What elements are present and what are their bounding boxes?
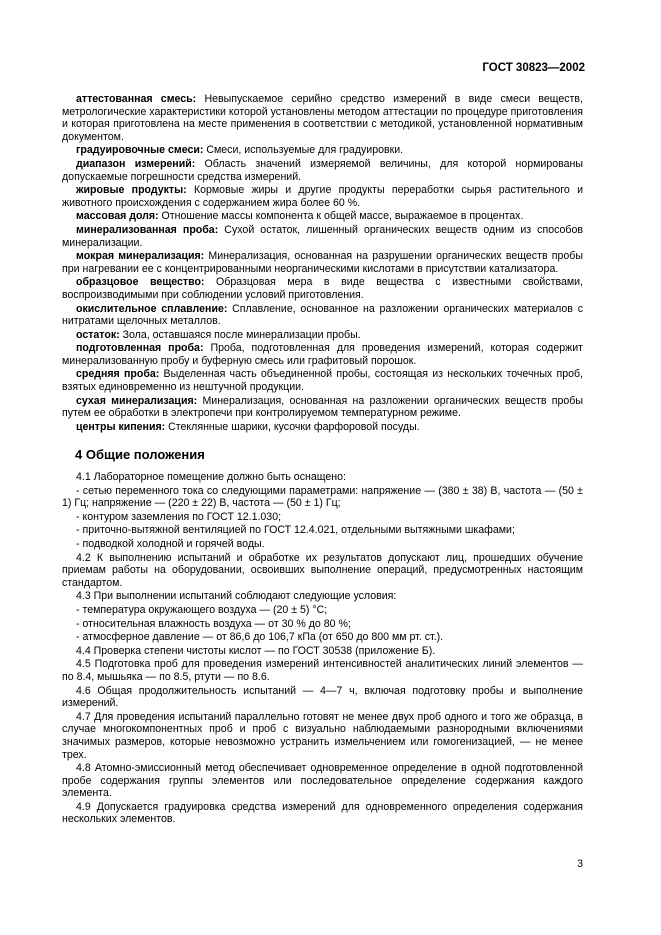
definition-entry [62,395,583,420]
definition-term: сухая минерализация: [76,394,198,407]
definition-term: жировые продукты: [76,184,187,197]
section-paragraph: - контуром заземления по ГОСТ 12.1.030; [76,510,282,523]
definition-term: мокрая минерализация: [76,250,205,263]
definition-entry [62,250,583,275]
section-paragraphs [62,471,583,826]
section-paragraph: 4.4 Проверка степени чистоты кислот — по ГОСТ 30538 (приложение Б). [76,644,436,657]
definition-entry [62,158,583,183]
definition-text: Отношение массы компонента к общей массе, выражаемое в процентах. [158,210,524,223]
section-paragraph: 4.6 Общая продолжительность испытаний — 4—7 ч, включая подготовку пробы и выполнение измерений. [62,684,583,710]
section-paragraph: - атмосферное давление — от 86,6 до 106,7 кПа (от 650 до 800 мм рт. ст.). [76,631,444,644]
section-paragraph: 4.8 Атомно-эмиссионный метод обеспечивает одновременное определение в одной подготовленной пробе содержания группы элементов или последовательное определение содержания каждого элемента. [62,762,583,800]
definition-term: средняя проба: [76,368,160,381]
definition-text: Выделенная часть объединенной пробы, состоящая из нескольких точечных проб, взятых единовременно из нештучной продукции. [62,368,583,394]
section-paragraph: - приточно-вытяжной вентиляцией по ГОСТ 12.4.021, отдельными вытяжными шкафами; [76,524,515,537]
section-paragraph: 4.5 Подготовка проб для проведения измерений интенсивностей аналитических линий элементов — по 8.4, мышьяка — по 8.5, ртути — по 8.6. [62,658,583,683]
definition-entry [62,93,583,143]
section-heading: 4 Общие положения [75,447,205,463]
definition-entry [62,184,583,209]
section-paragraph: 4.1 Лабораторное помещение должно быть оснащено: [76,471,346,484]
section-paragraph: - подводкой холодной и горячей воды. [76,538,265,550]
definition-entry [62,144,583,157]
definition-term: градуировочные смеси: [76,144,204,157]
definition-entry [62,329,583,342]
definition-term: образцовое вещество: [76,276,205,289]
definition-text: Невыпускаемое серийно средство измерений в виде смеси веществ, метрологические характеристики которой установлены методом аттестации по процедуре приготовления и которая приготовлена на месте применения в соответствии с методикой, установленной нормативным документом. [62,93,583,143]
definition-entry [62,210,583,223]
definitions-list [62,93,583,433]
definition-text: Минерализация, основанная на разрушении органических веществ пробы при нагревании ее с концентрированными неорганическими кислотами в присутствии катализатора. [62,250,583,275]
definition-entry [62,303,583,328]
section-paragraph: 4.3 При выполнении испытаний соблюдают следующие условия: [76,590,397,603]
section-paragraph: - сетью переменного тока со следующими параметрами: напряжение — (380 ± 38) В, частота — (50 ± 1) Гц; напряжение — (220 ± 22) В, частота — (50 ± 1) Гц; [62,484,583,510]
document-code: ГОСТ 30823—2002 [482,62,585,74]
definition-entry [62,224,583,249]
definition-entry [62,342,583,367]
definition-text: Минерализация, основанная на разложении органических веществ пробы путем ее обработки в электропечи при контролируемом температурном режиме. [62,394,583,420]
definition-text: Смеси, используемые для градуировки. [203,144,404,157]
definition-term: подготовленная проба: [76,342,204,355]
definition-entry [62,368,583,393]
section-paragraph: - относительная влажность воздуха — от 30 % до 80 %; [76,617,351,630]
definition-entry [62,276,583,301]
section-paragraph: 4.2 К выполнению испытаний и обработке их результатов допускают лиц, прошедших обучение приемам работы на оборудовании, освоивших выполнение операций, предусмотренных настоящим стандартом. [62,551,583,589]
definition-term: аттестованная смесь: [76,93,197,105]
definition-text: Область значений измеряемой величины, для которой нормированы допускаемые погрешности средства измерений. [62,157,583,183]
definition-text: Образцовая мера в виде вещества с известными свойствами, воспроизводимыми при соблюдении условий приготовления. [62,276,584,301]
definition-text: Стеклянные шарики, кусочки фарфоровой посуды. [165,420,420,433]
definition-term: центры кипения: [76,420,166,433]
definition-term: остаток: [76,328,120,341]
definition-text: Сухой остаток, лишенный органических веществ одним из способов минерализации. [62,223,583,249]
definition-term: окислительное сплавление: [76,302,228,315]
page-content [62,93,583,827]
page-number: 3 [577,858,583,870]
definition-text: Проба, подготовленная для проведения измерений, которая содержит минерализованную пробу и буферную смесь или графитовый порошок. [62,342,583,367]
definition-text: Сплавление, основанное на разложении органических материалов с нитратами щелочных металлов. [62,302,583,328]
definition-entry [62,421,583,434]
section-paragraph: 4.9 Допускается градуировка средства измерений для одновременного определения содержания нескольких элементов. [62,800,583,826]
section-paragraph: - температура окружающего воздуха — (20 ± 5) °С; [76,603,328,616]
definition-term: минерализованная проба: [76,223,219,236]
definition-term: массовая доля: [76,210,159,223]
definition-text: Кормовые жиры и другие продукты переработки сырья растительного и животного происхождения с содержанием жира более 60 %. [62,184,583,209]
section-paragraph: 4.7 Для проведения испытаний параллельно готовят не менее двух проб одного и того же образца, в случае многокомпонентных проб и проб с визуально наблюдаемыми разнородными включениями значимых размеров, которые невозможно устранить измельчением или гомогенизацией, — не менее трех. [62,710,583,761]
definition-term: диапазон измерений: [76,157,196,170]
definition-text: Зола, оставшаяся после минерализации пробы. [119,328,361,341]
